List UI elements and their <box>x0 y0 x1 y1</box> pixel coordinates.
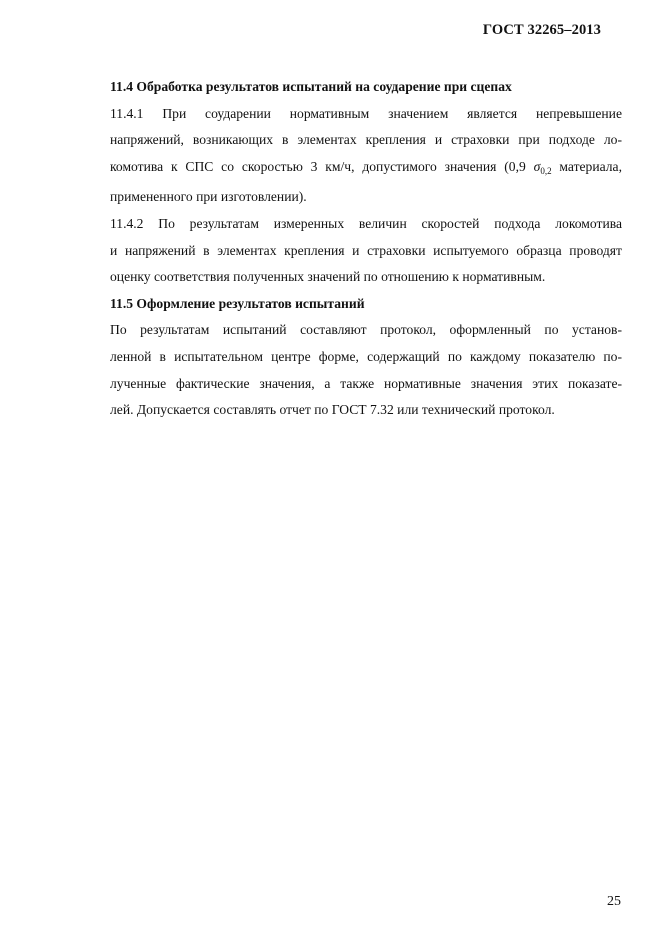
page-number: 25 <box>607 894 621 909</box>
sigma-symbol: σ <box>533 158 541 174</box>
document-body <box>72 74 622 424</box>
paragraph-line <box>72 154 622 185</box>
paragraph-line: лей. Допускается составлять отчет по ГОСТ 7.32 или технический протокол. <box>110 402 555 418</box>
paragraph-11-4-2 <box>72 211 622 291</box>
paragraph-11-4-1 <box>72 101 622 211</box>
sigma-subscript: 0,2 <box>540 165 552 176</box>
section-heading-11-5: 11.5 Оформление результатов испытаний <box>110 295 365 311</box>
paragraph-line: оценку соответствия полученных значений по отношению к нормативным. <box>110 269 546 285</box>
paragraph-line: примененного при изготовлении). <box>110 189 307 205</box>
paragraph-line: лученные фактические значения, а также нормативные значения этих показате- <box>110 375 622 391</box>
paragraph-line: 11.4.2 По результатам измеренных величин скоростей подхода локомотива <box>110 215 622 231</box>
text-fragment: материала, <box>551 158 622 174</box>
paragraph-line: и напряжений в элементах крепления и страховки испытуемого образца проводят <box>110 242 622 258</box>
paragraph-line: По результатам испытаний составляют протокол, оформленный по установ- <box>110 322 622 338</box>
section-heading-11-4: 11.4 Обработка результатов испытаний на соударение при сцепах <box>110 79 512 94</box>
paragraph-line: напряжений, возникающих в элементах крепления и страховки при подходе ло- <box>110 132 622 148</box>
paragraph-line: ленной в испытательном центре форме, содержащий по каждому показателю по- <box>110 348 622 364</box>
paragraph-11-5 <box>72 317 622 423</box>
document-code-header: ГОСТ 32265–2013 <box>482 22 601 38</box>
paragraph-line: 11.4.1 При соударении нормативным значением является непревышение <box>110 105 622 121</box>
text-fragment: комотива к СПС со скоростью 3 км/ч, допустимого значения (0,9 <box>110 158 534 174</box>
